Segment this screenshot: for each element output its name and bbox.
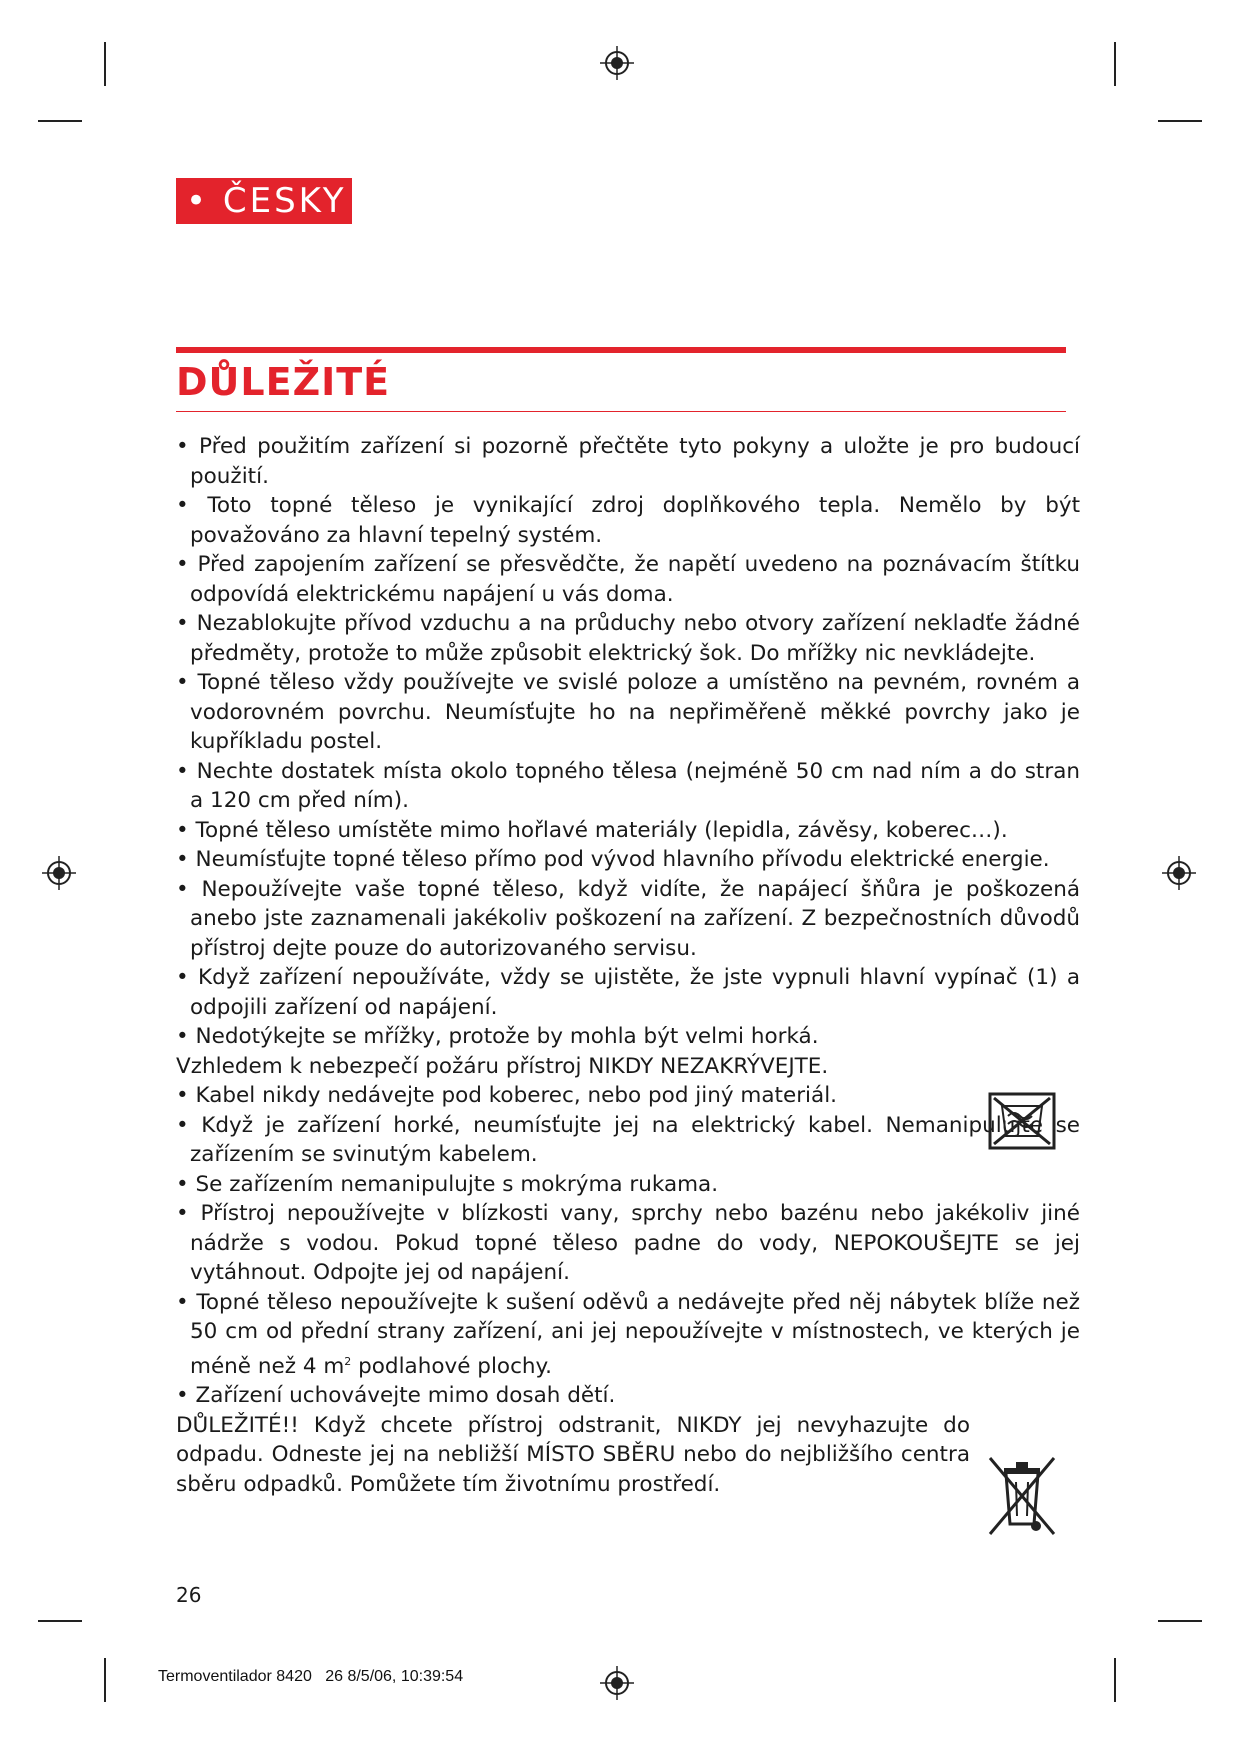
list-item: • Když je zařízení horké, neumísťujte jej na elektrický kabel. Nemanipulujte se zařízením se svinutým kabelem. [176, 1112, 1080, 1167]
crop-mark [1114, 1658, 1116, 1702]
registration-mark-icon [600, 46, 634, 80]
list-item: • Toto topné těleso je vynikající zdroj doplňkového tepla. Nemělo by být považováno za hlavní tepelný systém. [176, 493, 1080, 548]
list-item [176, 1288, 1080, 1382]
list-item: • Nepoužívejte vaše topné těleso, když vidíte, že napájecí šňůra je poškozená anebo jste zaznamenali jakékoliv poškození na zařízení. Z bezpečnostních důvodů přístroj dejte pouze do autorizovaného servisu. [176, 876, 1080, 961]
language-label: • ČESKY [176, 178, 352, 224]
list-item: • Zařízení uchovávejte mimo dosah dětí. [176, 1383, 616, 1409]
list-item: • Přístroj nepoužívejte v blízkosti vany, sprchy nebo bazénu nebo jakékoliv jiné nádrže s vodou. Pokud topné těleso padne do vody, NEPOKOUŠEJTE se jej vytáhnout. Odpojte jej od napájení. [176, 1201, 1080, 1285]
list-item: • Se zařízením nemanipulujte s mokrýma rukama. [176, 1171, 719, 1197]
list-item: • Nedotýkejte se mřížky, protože by mohla být velmi horká. [176, 1024, 819, 1049]
do-not-cover-icon [988, 1092, 1056, 1150]
crop-mark [104, 42, 106, 86]
superscript: 2 [344, 1354, 352, 1368]
title-bar [176, 347, 1066, 353]
list-item: • Topné těleso vždy používejte ve svislé poloze a umístěno na pevném, rovném a vodorovném povrchu. Neumísťujte ho na nepřiměřeně měkké povrchy jako je kupříkladu postel. [176, 670, 1080, 754]
list-item: • Topné těleso umístěte mimo hořlavé materiály (lepidla, závěsy, koberec…). [176, 817, 1008, 843]
crop-mark [38, 1620, 82, 1622]
list-item: • Nechte dostatek místa okolo topného tělesa (nejméně 50 cm nad ním a do stran a 120 cm před ním). [176, 758, 1080, 813]
registration-mark-icon [1162, 856, 1196, 890]
list-item-text: • Topné těleso nepoužívejte k sušení oděvů a nedávejte před něj nábytek blíže než 50 cm od přední strany zařízení, ani jej nepoužívejte v místnostech, ve kterých je méně než 4 m [176, 1289, 1080, 1379]
crop-mark [38, 120, 82, 122]
list-item: • Neumísťujte topné těleso přímo pod vývod hlavního přívodu elektrické energie. [176, 847, 1050, 872]
list-item: • Kabel nikdy nedávejte pod koberec, nebo pod jiný materiál. [176, 1083, 837, 1108]
crop-mark [1158, 120, 1202, 122]
crossed-bin-icon [986, 1452, 1058, 1538]
instructions-list [176, 432, 1080, 1499]
crop-mark [1114, 42, 1116, 86]
print-slug: Termoventilador 8420 26 8/5/06, 10:39:54 [158, 1668, 464, 1685]
page-title: DŮLEŽITÉ [176, 360, 391, 404]
registration-mark-icon [42, 856, 76, 890]
registration-mark-icon [600, 1666, 634, 1700]
list-item: • Před použitím zařízení si pozorně přečtěte tyto pokyny a uložte je pro budoucí použití. [176, 434, 1080, 489]
list-item: • Před zapojením zařízení se přesvědčte, že napětí uvedeno na poznávacím štítku odpovídá elektrickému napájení u vás doma. [176, 552, 1080, 607]
disposal-note: DŮLEŽITÉ!! Když chcete přístroj odstranit, NIKDY jej nevyhazujte do odpadu. Odneste jej na nebližší MÍSTO SBĚRU nebo do nejbližšího centra sběru odpadků. Pomůžete tím životnímu prostředí. [176, 1412, 970, 1497]
title-divider [176, 411, 1066, 412]
warning-line: Vzhledem k nebezpečí požáru přístroj NIKDY NEZAKRÝVEJTE. [176, 1053, 829, 1079]
crop-mark [104, 1658, 106, 1702]
list-item: • Nezablokujte přívod vzduchu a na průduchy nebo otvory zařízení nekladťe žádné předměty, protože to může způsobit elektrický šok. Do mřížky nic nevkládejte. [176, 611, 1080, 666]
page-number: 26 [176, 1583, 202, 1607]
list-item-text: podlahové plochy. [351, 1353, 553, 1379]
list-item: • Když zařízení nepoužíváte, vždy se ujistěte, že jste vypnuli hlavní vypínač (1) a odpojili zařízení od napájení. [176, 965, 1080, 1020]
crop-mark [1158, 1620, 1202, 1622]
